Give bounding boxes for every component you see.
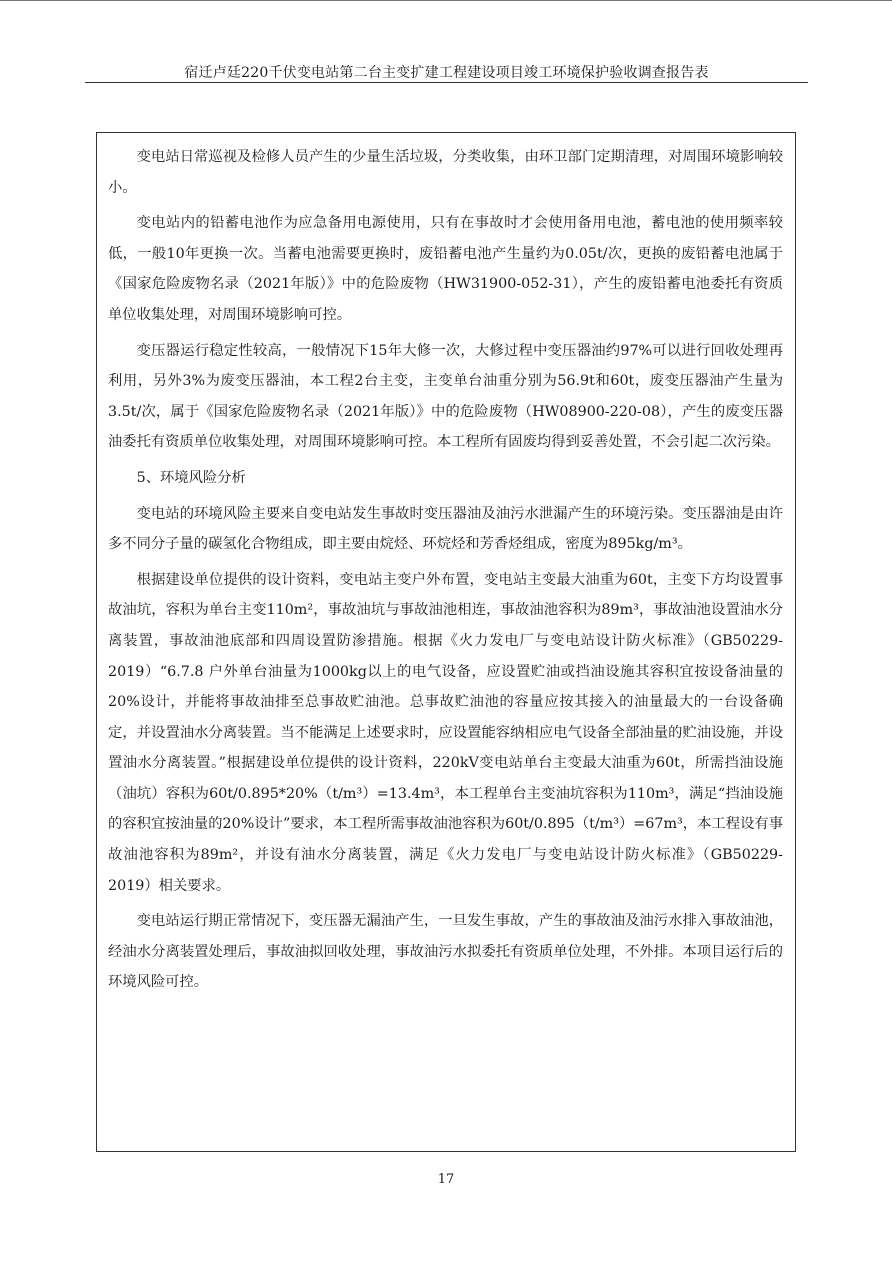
report-header-title: 宿迁卢廷220千伏变电站第二台主变扩建工程建设项目竣工环境保护验收调查报告表 xyxy=(184,65,709,81)
paragraph-operation-risk: 变电站运行期正常情况下，变压器无漏油产生，一旦发生事故，产生的事故油及油污水排入事故油池，经油水分离装置处理后，事故油拟回收处理，事故油污水拟委托有资质单位处理，不外排。本项目运行后的环境风险可控。 xyxy=(108,913,783,991)
paragraph-oil-pit-design: 根据建设单位提供的设计资料，变电站主变户外布置，变电站主变最大油重为60t，主变下方均设置事故油坑，容积为单台主变110m²，事故油坑与事故油池相连，事故油池容积为89m³，事故油池设置油水分离装置，事故油池底部和四周设置防渗措施。根据《火力发电厂与变电站设计防火标准》（GB50229-2019）“6.7.8 户外单台油量为1000kg以上的电气设备，应设置贮油或挡油设施其容积宜按设备油量的20%设计，并能将事故油排至总事故贮油池。总事故贮油池的容量应按其接入的油量最大的一台设备确定，并设置油水分离装置。当不能满足上述要求时，应设置能容纳相应电气设备全部油量的贮油设施，并设置油水分离装置。”根据建设单位提供的设计资料，220kV变电站单台主变最大油重为60t，所需挡油设施（油坑）容积为60t/0.895*20%（t/m³）=13.4m³，本工程单台主变油坑容积为110m³，满足“挡油设施的容积宜按油量的20%设计”要求，本工程所需事故油池容积为60t/0.895（t/m³）=67m³，本工程设有事故油池容积为89m²，并设有油水分离装置，满足《火力发电厂与变电站设计防火标准》（GB50229-2019）相关要求。 xyxy=(108,571,783,894)
paragraph-transformer-oil: 变压器运行稳定性较高，一般情况下15年大修一次，大修过程中变压器油约97%可以进行回收处理再利用，另外3%为废变压器油，本工程2台主变，主变单台油重分别为56.9t和60t，废变压器油产生量为3.5t/次，属于《国家危险废物名录（2021年版）》中的危险废物（HW08900-220-08），产生的废变压器油委托有资质单位收集处理，对周围环境影响可控。本工程所有固废均得到妥善处置，不会引起二次污染。 xyxy=(108,342,783,451)
paragraph-domestic-waste: 变电站日常巡视及检修人员产生的少量生活垃圾，分类收集，由环卫部门定期清理，对周围环境影响较小。 xyxy=(108,149,783,196)
paragraph-risk-source: 变电站的环境风险主要来自变电站发生事故时变压器油及油污水泄漏产生的环境污染。变压器油是由许多不同分子量的碳氢化合物组成，即主要由烷烃、环烷烃和芳香烃组成，密度为895kg/m³。 xyxy=(108,505,783,553)
top-border-line xyxy=(0,0,892,1)
header-rule xyxy=(85,82,808,83)
page-number: 17 xyxy=(437,1172,455,1187)
section-heading-risk-analysis: 5、环境风险分析 xyxy=(136,469,246,486)
paragraph-lead-battery: 变电站内的铅蓄电池作为应急备用电源使用，只有在事故时才会使用备用电池，蓄电池的使用频率较低，一般10年更换一次。当蓄电池需要更换时，废铅蓄电池产生量约为0.05t/次，更换的废铅蓄电池属于《国家危险废物名录（2021年版）》中的危险废物（HW31900-052-31），产生的废铅蓄电池委托有资质单位收集处理，对周围环境影响可控。 xyxy=(108,215,783,323)
content-frame xyxy=(96,132,796,1152)
